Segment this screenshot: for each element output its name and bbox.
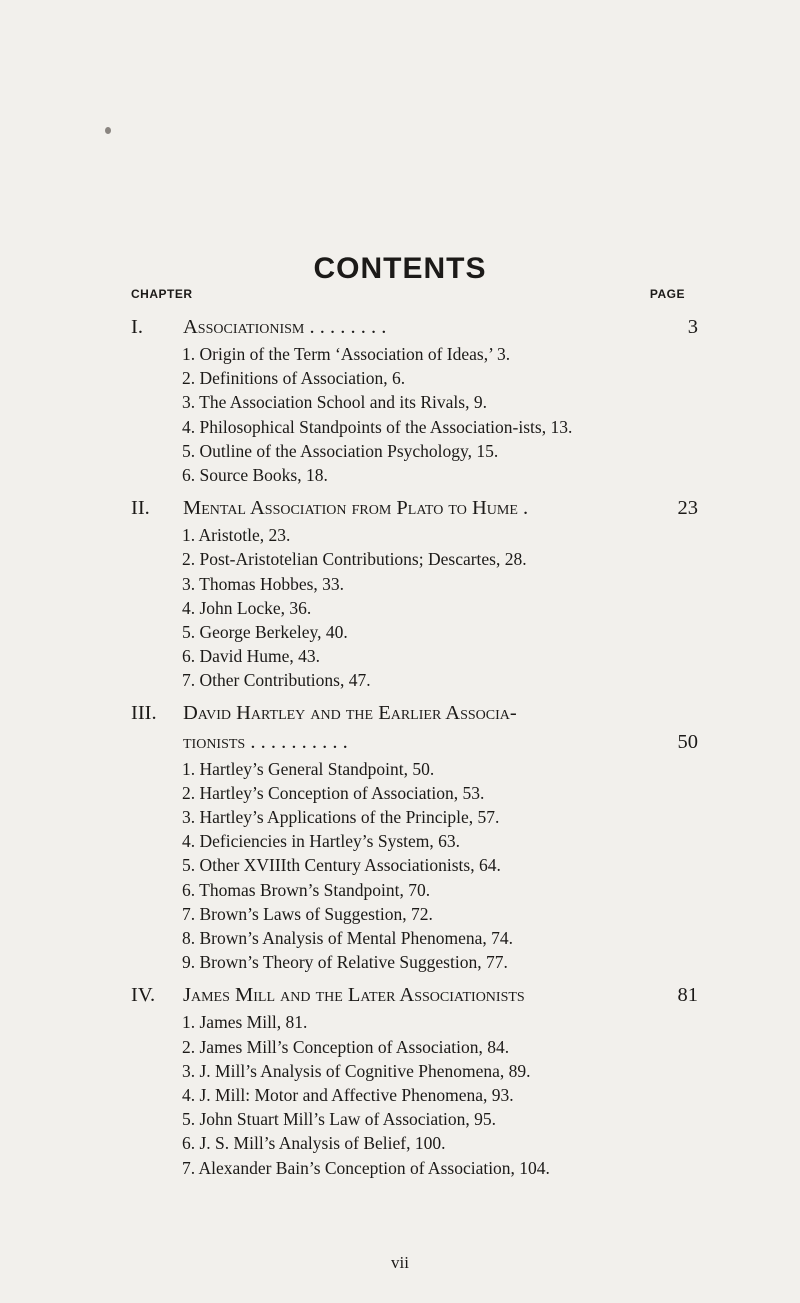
- section-item: 3. Thomas Hobbes, 33.: [182, 573, 345, 594]
- section-item: 3. The Association School and its Rivals, 9.: [182, 392, 487, 413]
- section-item: 5. Outline of the Association Psychology, 15.: [182, 440, 499, 461]
- page-column-header: PAGE: [649, 287, 685, 301]
- section-item: 4. Philosophical Standpoints of the Association-ists, 13.: [182, 416, 573, 437]
- section-item: 1. Origin of the Term ‘Association of Ideas,’ 3.: [182, 344, 511, 364]
- table-of-contents: [131, 312, 698, 1186]
- chapter-page: 23: [677, 497, 698, 520]
- section-item: 5. Other XVIIIth Century Associationists, 64.: [182, 855, 501, 876]
- chapter-column-header: CHAPTER: [131, 287, 193, 301]
- chapter-page: 81: [677, 984, 698, 1007]
- section-item: 5. George Berkeley, 40.: [182, 622, 348, 643]
- section-item: 4. John Locke, 36.: [182, 597, 312, 618]
- chapter-1: [131, 312, 698, 487]
- chapter-title: James Mill and the Later Associationists: [183, 984, 525, 1007]
- section-item: 2. Post-Aristotelian Contributions; Descartes, 28.: [182, 549, 527, 570]
- section-item: 6. Thomas Brown’s Standpoint, 70.: [182, 879, 431, 900]
- chapter-number: I.: [131, 316, 143, 338]
- chapter-number: IV.: [131, 984, 156, 1007]
- section-item: 9. Brown’s Theory of Relative Suggestion, 77.: [182, 952, 508, 973]
- chapter-2: [131, 493, 698, 692]
- section-item: 1. Aristotle, 23.: [182, 525, 291, 546]
- section-item: 7. Brown’s Laws of Suggestion, 72.: [182, 903, 433, 924]
- chapter-number: III.: [131, 701, 157, 724]
- chapter-3: [131, 699, 698, 975]
- section-item: 7. Other Contributions, 47.: [182, 670, 371, 691]
- chapter-number: II.: [131, 497, 150, 520]
- section-item: 1. Hartley’s General Standpoint, 50.: [182, 758, 435, 779]
- section-item: 3. Hartley’s Applications of the Principle, 57.: [182, 807, 500, 828]
- section-item: 2. Definitions of Association, 6.: [182, 368, 406, 389]
- section-item: 8. Brown’s Analysis of Mental Phenomena, 74.: [182, 928, 514, 949]
- section-item: 5. John Stuart Mill’s Law of Association, 95.: [182, 1109, 497, 1130]
- section-item: 6. Source Books, 18.: [182, 465, 328, 486]
- paper-speck: [105, 127, 111, 134]
- section-item: 3. J. Mill’s Analysis of Cognitive Phenomena, 89.: [182, 1060, 531, 1081]
- chapter-title: Mental Association from Plato to Hume .: [183, 497, 529, 520]
- section-item: 7. Alexander Bain’s Conception of Association, 104.: [182, 1157, 550, 1178]
- page-title: CONTENTS: [313, 252, 487, 285]
- chapter-title-continued: tionists . . . . . . . . . .: [183, 730, 348, 753]
- chapter-title: David Hartley and the Earlier Associa-: [183, 701, 517, 724]
- section-item: 6. David Hume, 43.: [182, 646, 321, 667]
- chapter-page: 50: [677, 730, 698, 753]
- section-item: 2. James Mill’s Conception of Association, 84.: [182, 1036, 510, 1057]
- section-item: 4. Deficiencies in Hartley’s System, 63.: [182, 831, 460, 852]
- chapter-page: 3: [687, 316, 698, 338]
- page-number: vii: [391, 1253, 409, 1272]
- section-item: 6. J. S. Mill’s Analysis of Belief, 100.: [182, 1133, 446, 1154]
- chapter-title: Associationism . . . . . . . .: [183, 316, 387, 338]
- section-item: 4. J. Mill: Motor and Affective Phenomena, 93.: [182, 1085, 514, 1106]
- chapter-4: [131, 980, 698, 1179]
- section-item: 1. James Mill, 81.: [182, 1012, 308, 1033]
- section-item: 2. Hartley’s Conception of Association, 53.: [182, 782, 485, 803]
